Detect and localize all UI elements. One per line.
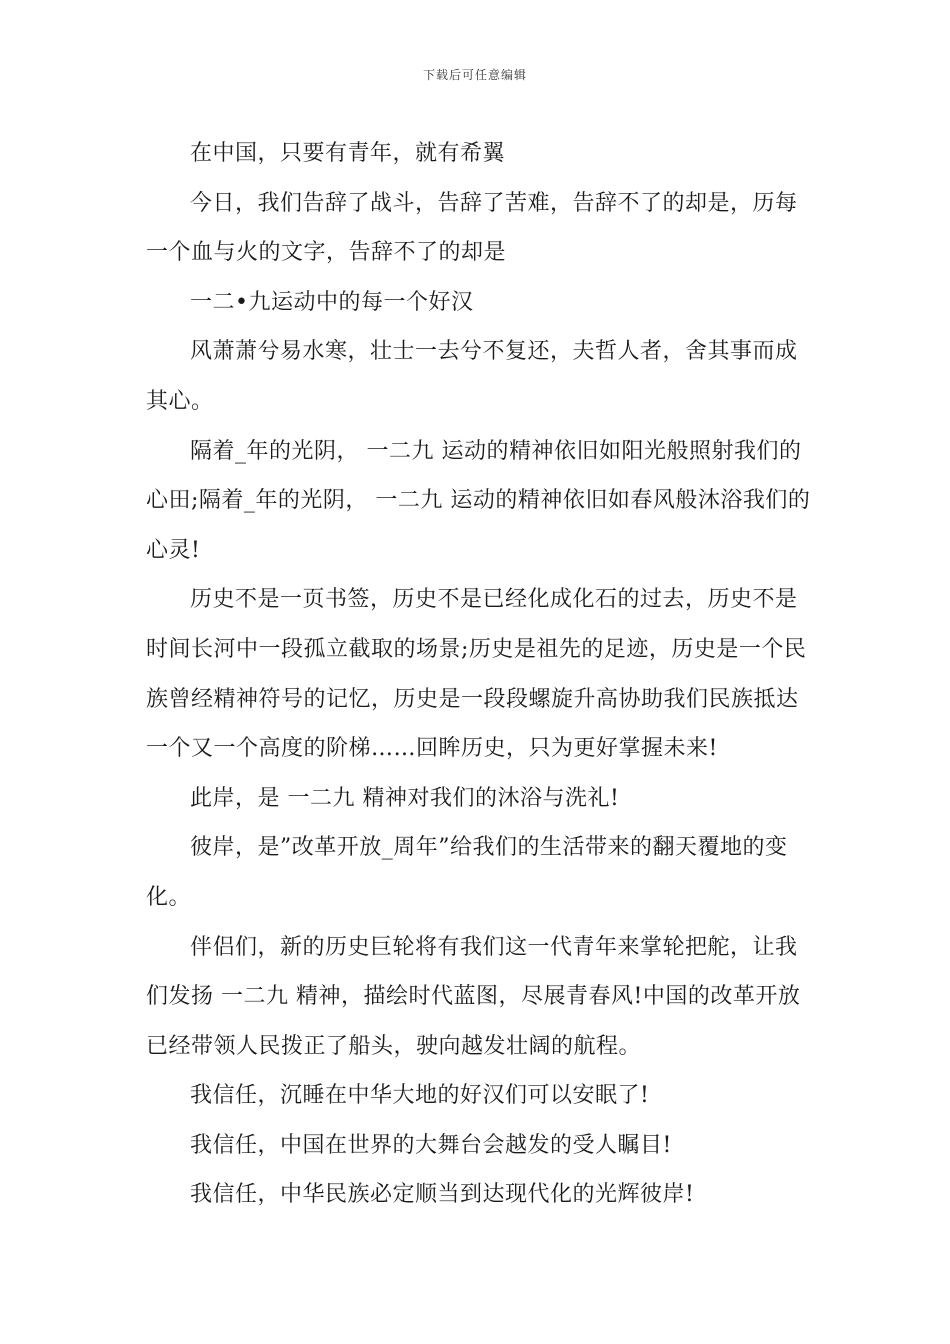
paragraph: 我信任，中国在世界的大舞台会越发的受人瞩目!	[190, 1132, 672, 1158]
paragraph: 我信任，沉睡在中华大地的好汉们可以安眠了!	[190, 1083, 650, 1109]
paragraph: 风萧萧兮易水寒，壮士一去兮不复还，夫哲人者，舍其事而成其心。	[146, 339, 798, 414]
paragraph: 此岸，是 一二九 精神对我们的沐浴与洗礼!	[190, 785, 620, 811]
paragraph: 我信任，中华民族必定顺当到达现代化的光辉彼岸!	[190, 1182, 695, 1208]
document-body	[146, 129, 811, 1220]
paragraph: 彼岸，是”改革开放_周年”给我们的生活带来的翻天覆地的变化。	[146, 835, 788, 910]
paragraph: 今日，我们告辞了战斗，告辞了苦难，告辞不了的却是，历每一个血与火的文字，告辞不了的却是	[146, 190, 798, 266]
paragraph: 伴侣们，新的历史巨轮将有我们这一代青年来掌轮把舵，让我们发扬 一二九 精神，描绘时代蓝图，尽展青春风!中国的改革开放已经带领人民拨正了船头，驶向越发壮阔的航程。	[146, 934, 801, 1059]
paragraph: 在中国，只要有青年，就有希翼	[190, 141, 506, 166]
paragraph: 一二•九运动中的每一个好汉	[190, 289, 474, 315]
paragraph: 隔着_年的光阴， 一二九 运动的精神依旧如阳光般照射我们的心田;隔着_年的光阴， 一二九 运动的精神依旧如春风般沐浴我们的心灵!	[146, 438, 811, 563]
page-header: 下载后可任意编辑	[422, 68, 527, 82]
paragraph: 历史不是一页书签，历史不是已经化成化石的过去，历史不是时间长河中一段孤立截取的场景;历史是祖先的足迹，历史是一个民族曾经精神符号的记忆，历史是一段段螺旋升高协助我们民族抵达一个又一个高度的阶梯……回眸历史，只为更好掌握未来!	[146, 587, 807, 762]
